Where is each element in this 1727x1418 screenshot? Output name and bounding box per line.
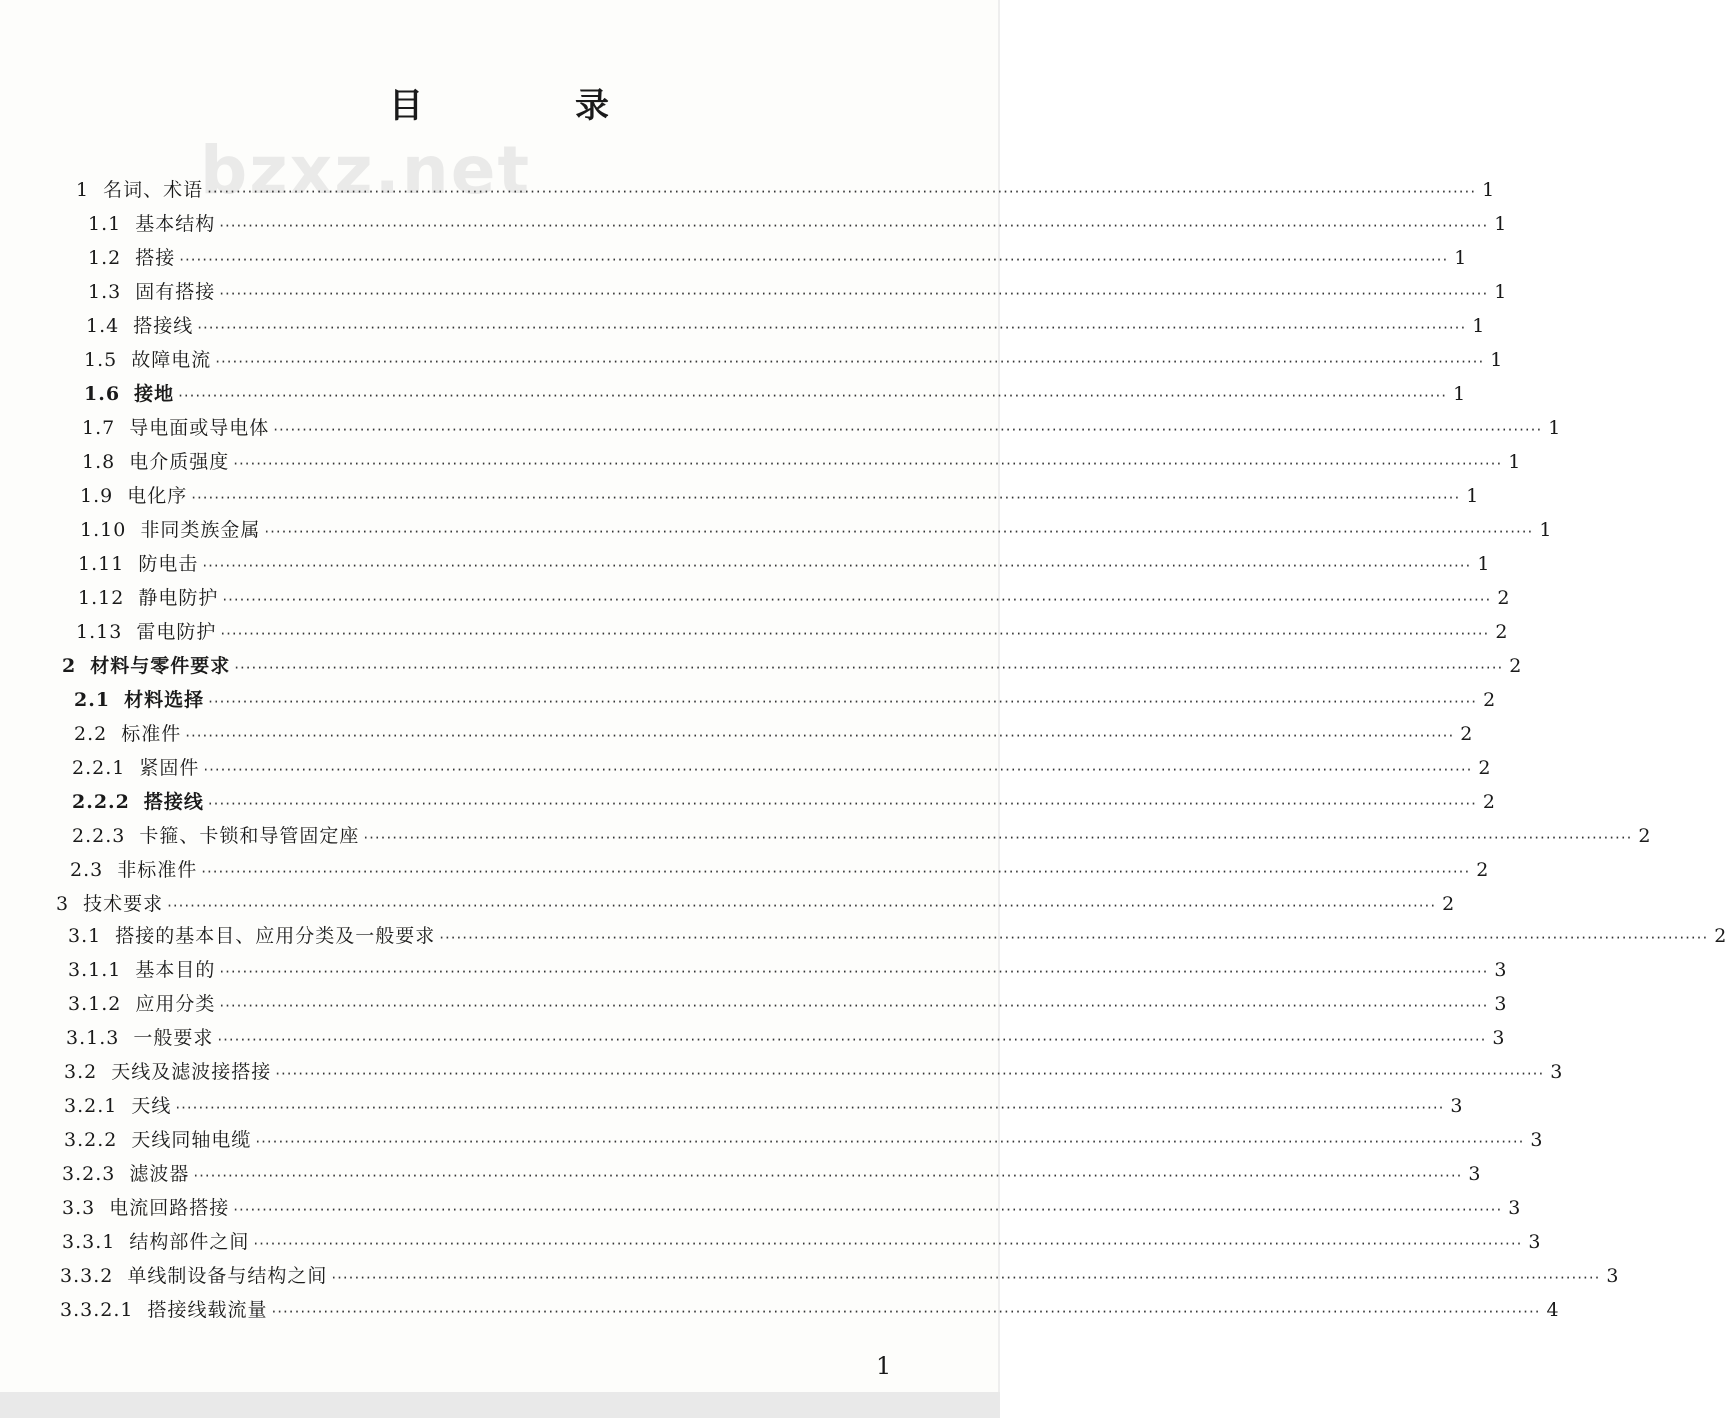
toc-entry: [74, 716, 1474, 746]
toc-entry-title: 结构部件之间: [129, 1231, 250, 1253]
toc-entry: [72, 750, 1492, 780]
toc-entry: [62, 1224, 1542, 1254]
toc-entry-number: 3.1.1: [68, 959, 122, 981]
toc-dot-leader: ····························································································································································································································: [208, 693, 1478, 711]
toc-entry-title: 搭接线: [133, 315, 194, 337]
toc-entry-title: 雷电防护: [136, 621, 217, 643]
toc-entry-title: 静电防护: [138, 587, 219, 609]
toc-entry-page: 3: [1494, 993, 1508, 1015]
toc-dot-leader: ····························································································································································································································: [331, 1269, 1601, 1287]
toc-dot-leader: ····························································································································································································································: [222, 591, 1492, 609]
toc-dot-leader: ····························································································································································································································: [175, 1099, 1445, 1117]
toc-entry-page: 1: [1454, 247, 1468, 269]
toc-entry-title: 技术要求: [83, 893, 164, 915]
toc-entry-number: 2.2.1: [72, 757, 126, 779]
toc-entry: [80, 512, 1553, 542]
toc-dot-leader: ····························································································································································································································: [193, 1167, 1463, 1185]
toc-entry: [78, 546, 1491, 576]
toc-dot-leader: ····························································································································································································································: [217, 1031, 1487, 1049]
toc-entry-number: 2.1: [74, 689, 111, 711]
toc-entry: [84, 342, 1504, 372]
toc-dot-leader: ····························································································································································································································: [201, 863, 1471, 881]
toc-entry-page: 2: [1509, 655, 1523, 677]
toc-entry-number: 1.8: [82, 451, 116, 473]
toc-dot-leader: ····························································································································································································································: [191, 489, 1461, 507]
toc-entry-title: 电流回路搭接: [109, 1197, 230, 1219]
toc-dot-leader: ····························································································································································································································: [179, 251, 1449, 269]
toc-entry-title: 基本目的: [135, 959, 216, 981]
toc-entry: [64, 1054, 1564, 1084]
toc-entry: [68, 986, 1508, 1016]
watermark: bzxz.net: [200, 132, 532, 209]
toc-entry-title: 单线制设备与结构之间: [127, 1265, 328, 1287]
page-title: [0, 78, 1000, 128]
toc-entry-page: 1: [1490, 349, 1504, 371]
toc-entry-title: 导电面或导电体: [129, 417, 270, 439]
toc-entry-page: 1: [1466, 485, 1480, 507]
toc-entry: [66, 1020, 1506, 1050]
toc-entry: [76, 614, 1509, 644]
toc-dot-leader: ····························································································································································································································: [220, 625, 1490, 643]
toc-entry-page: 2: [1497, 587, 1511, 609]
toc-entry: [88, 240, 1468, 270]
toc-entry-number: 2.2: [74, 723, 108, 745]
toc-entry-page: 2: [1483, 689, 1497, 711]
toc-entry: [60, 1292, 1560, 1322]
toc-entry-page: 1: [1508, 451, 1522, 473]
toc-dot-leader: ····························································································································································································································: [207, 183, 1477, 201]
toc-entry: [68, 952, 1508, 982]
toc-entry-page: 2: [1482, 791, 1496, 813]
toc-entry-number: 1.2: [88, 247, 122, 269]
toc-entry-page: 2: [1476, 859, 1490, 881]
toc-dot-leader: ····························································································································································································································: [233, 1201, 1503, 1219]
toc-dot-leader: ····························································································································································································································: [264, 523, 1534, 541]
toc-entry-number: 1.9: [80, 485, 114, 507]
toc-entry-page: 2: [1495, 621, 1509, 643]
toc-entry: [64, 1122, 1544, 1152]
toc-entry: [84, 376, 1467, 406]
toc-entry-number: 3.2: [64, 1061, 98, 1083]
toc-dot-leader: ····························································································································································································································: [273, 421, 1543, 439]
toc-entry-page: 2: [1460, 723, 1474, 745]
toc-entry-number: 1.6: [84, 383, 121, 405]
toc-entry-number: 3.2.3: [62, 1163, 116, 1185]
toc-entry-title: 搭接线: [143, 791, 204, 813]
toc-entry-number: 3.1.2: [68, 993, 122, 1015]
toc-dot-leader: ····························································································································································································································: [271, 1303, 1541, 1321]
toc-dot-leader: ····························································································································································································································: [439, 929, 1709, 947]
toc-entry-number: 3.2.1: [64, 1095, 118, 1117]
toc-entry-page: 3: [1492, 1027, 1506, 1049]
toc-entry-title: 故障电流: [131, 349, 212, 371]
toc-entry: [76, 172, 1496, 202]
toc-entry-title: 非同类族金属: [140, 519, 261, 541]
toc-entry-page: 4: [1546, 1299, 1560, 1321]
toc-entry-number: 1.3: [88, 281, 122, 303]
toc-entry-title: 搭接: [135, 247, 176, 269]
toc-entry-title: 搭接线载流量: [147, 1299, 268, 1321]
toc-entry-number: 3.2.2: [64, 1129, 118, 1151]
toc-entry-number: 2.3: [70, 859, 104, 881]
toc-entry-title: 应用分类: [135, 993, 216, 1015]
toc-entry: [86, 308, 1486, 338]
toc-dot-leader: ····························································································································································································································: [178, 387, 1448, 405]
toc-dot-leader: ····························································································································································································································: [219, 285, 1489, 303]
toc-entry-page: 2: [1478, 757, 1492, 779]
toc-dot-leader: ····························································································································································································································: [167, 897, 1437, 915]
toc-entry-title: 材料与零件要求: [90, 655, 231, 677]
toc-dot-leader: ····························································································································································································································: [253, 1235, 1523, 1253]
toc-entry: [62, 1190, 1522, 1220]
toc-entry-number: 3.1.3: [66, 1027, 120, 1049]
toc-entry: [82, 410, 1562, 440]
toc-entry-title: 天线及滤波接搭接: [111, 1061, 272, 1083]
toc-entry-number: 1.1: [88, 213, 122, 235]
toc-dot-leader: ····························································································································································································································: [363, 829, 1633, 847]
toc-entry: [62, 1156, 1482, 1186]
toc-entry: [62, 648, 1523, 678]
toc-entry-number: 1.4: [86, 315, 120, 337]
page-number: 1: [876, 1352, 892, 1380]
toc-entry-number: 3.1: [68, 925, 102, 947]
toc-entry-number: 1.13: [76, 621, 123, 643]
toc-entry-page: 2: [1714, 925, 1727, 947]
toc-entry-title: 非标准件: [117, 859, 198, 881]
toc-dot-leader: ····························································································································································································································: [185, 727, 1455, 745]
toc-dot-leader: ····························································································································································································································: [219, 997, 1489, 1015]
toc-entry-title: 一般要求: [133, 1027, 214, 1049]
toc-entry-page: 1: [1494, 281, 1508, 303]
toc-entry-number: 1.10: [80, 519, 127, 541]
toc-entry-page: 3: [1468, 1163, 1482, 1185]
toc-entry-number: 1.12: [78, 587, 125, 609]
toc-entry-title: 卡箍、卡锁和导管固定座: [139, 825, 360, 847]
toc-entry: [82, 444, 1522, 474]
toc-entry-title: 基本结构: [135, 213, 216, 235]
toc-entry-page: 3: [1528, 1231, 1542, 1253]
title-char-2: 录: [575, 86, 611, 126]
toc-entry-title: 材料选择: [124, 689, 205, 711]
toc-entry-number: 1.7: [82, 417, 116, 439]
toc-entry-page: 2: [1442, 893, 1456, 915]
toc-entry: [56, 886, 1456, 916]
toc-entry-number: 3.3.1: [62, 1231, 116, 1253]
toc-entry-page: 1: [1482, 179, 1496, 201]
toc-entry-title: 防电击: [138, 553, 199, 575]
toc-entry-page: 3: [1450, 1095, 1464, 1117]
toc-dot-leader: ····························································································································································································································: [234, 659, 1504, 677]
toc-entry-number: 1: [76, 179, 90, 201]
toc-entry-title: 电介质强度: [129, 451, 230, 473]
toc-entry-number: 2.2.2: [72, 791, 130, 813]
toc-entry-number: 1.11: [78, 553, 125, 575]
toc-entry: [70, 852, 1490, 882]
viewer-bottom-bar: [0, 1392, 1000, 1418]
toc-dot-leader: ····························································································································································································································: [219, 217, 1489, 235]
toc-entry: [72, 784, 1496, 814]
toc-entry-page: 3: [1508, 1197, 1522, 1219]
toc-dot-leader: ····························································································································································································································: [202, 557, 1472, 575]
toc-entry-page: 1: [1453, 383, 1467, 405]
toc-dot-leader: ····························································································································································································································: [219, 963, 1489, 981]
toc-dot-leader: ····························································································································································································································: [215, 353, 1485, 371]
toc-entry-page: 3: [1550, 1061, 1564, 1083]
toc-entry-title: 天线: [131, 1095, 172, 1117]
toc-entry-title: 接地: [134, 383, 175, 405]
toc-entry: [80, 478, 1480, 508]
toc-entry-title: 滤波器: [129, 1163, 190, 1185]
toc-entry-title: 电化序: [127, 485, 188, 507]
toc-entry-page: 3: [1606, 1265, 1620, 1287]
title-char-1: 目: [389, 86, 425, 126]
toc-entry: [74, 682, 1497, 712]
toc-entry: [88, 274, 1508, 304]
toc-entry: [60, 1258, 1620, 1288]
toc-dot-leader: ····························································································································································································································: [203, 761, 1473, 779]
toc-entry: [68, 918, 1727, 948]
toc-dot-leader: ····························································································································································································································: [207, 795, 1477, 813]
toc-dot-leader: ····························································································································································································································: [275, 1065, 1545, 1083]
toc-dot-leader: ····························································································································································································································: [197, 319, 1467, 337]
toc-entry-title: 名词、术语: [103, 179, 204, 201]
toc-entry-title: 固有搭接: [135, 281, 216, 303]
toc-entry-number: 2: [62, 655, 77, 677]
toc-entry-number: 3: [56, 893, 70, 915]
toc-entry-page: 1: [1494, 213, 1508, 235]
toc-entry-page: 1: [1472, 315, 1486, 337]
toc-entry-title: 天线同轴电缆: [131, 1129, 252, 1151]
toc-entry-page: 3: [1494, 959, 1508, 981]
toc-entry-page: 2: [1638, 825, 1652, 847]
toc-entry-number: 3.3.2: [60, 1265, 114, 1287]
toc-dot-leader: ····························································································································································································································: [233, 455, 1503, 473]
toc-entry: [72, 818, 1652, 848]
toc-entry-title: 标准件: [121, 723, 182, 745]
toc-entry-number: 3.3: [62, 1197, 96, 1219]
toc-entry-title: 紧固件: [139, 757, 200, 779]
toc-entry-page: 1: [1548, 417, 1562, 439]
toc-entry: [78, 580, 1511, 610]
toc-entry: [64, 1088, 1464, 1118]
toc-dot-leader: ····························································································································································································································: [255, 1133, 1525, 1151]
toc-entry-number: 1.5: [84, 349, 118, 371]
toc-entry-page: 1: [1539, 519, 1553, 541]
toc-entry-page: 3: [1530, 1129, 1544, 1151]
toc-entry-number: 2.2.3: [72, 825, 126, 847]
toc-entry: [88, 206, 1508, 236]
toc-entry-number: 3.3.2.1: [60, 1299, 134, 1321]
toc-entry-page: 1: [1477, 553, 1491, 575]
toc-entry-title: 搭接的基本目、应用分类及一般要求: [115, 925, 436, 947]
